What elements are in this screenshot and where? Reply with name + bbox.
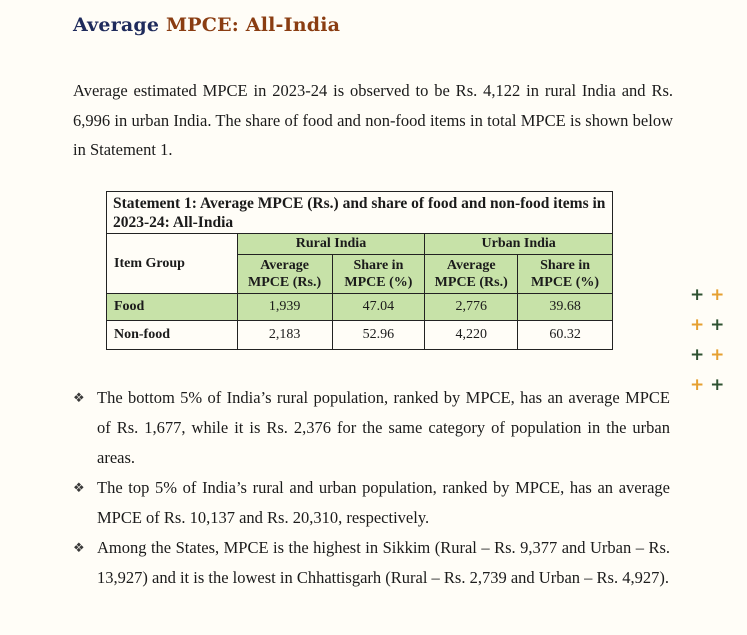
bullet-text: Among the States, MPCE is the highest in Sikkim (Rural – Rs. 9,377 and Urban – Rs. 13,927) and it is the lowest in Chhattisgarh (Rural – Rs. 2,739 and Urban – Rs. 4,927).: [97, 538, 670, 587]
page-title-part-2: MPCE: All-India: [166, 14, 341, 36]
cell-rural-avg: 1,939: [237, 294, 332, 321]
table-row: [107, 321, 613, 350]
statement-table: [106, 191, 613, 350]
cell-urban-avg: 4,220: [425, 321, 518, 350]
cell-urban-share: 60.32: [518, 321, 613, 350]
plus-icon: +: [690, 375, 705, 395]
intro-paragraph: Average estimated MPCE in 2023-24 is observed to be Rs. 4,122 in rural India and Rs. 6,996 in urban India. The share of food and non-food items in total MPCE is shown below in Statement 1.: [73, 81, 673, 159]
list-item: [73, 533, 670, 593]
cell-rural-avg: 2,183: [237, 321, 332, 350]
cell-urban-avg: 2,776: [425, 294, 518, 321]
bullet-list: [73, 383, 670, 593]
plus-icon: +: [690, 315, 705, 335]
cell-rural-share: 52.96: [332, 321, 425, 350]
bullet-text: The bottom 5% of India’s rural population, ranked by MPCE, has an average MPCE of Rs. 1,677, while it is Rs. 2,376 for the same category of population in the urban areas.: [97, 388, 670, 467]
table-caption: Statement 1: Average MPCE (Rs.) and share of food and non-food items in 2023-24: All-India: [107, 192, 613, 234]
diamond-bullet-icon: ❖: [73, 480, 85, 495]
rural-avg-mpce-header: Average MPCE (Rs.): [237, 255, 332, 294]
plus-icon: +: [710, 345, 725, 365]
urban-share-header: Share in MPCE (%): [518, 255, 613, 294]
cell-rural-share: 47.04: [332, 294, 425, 321]
item-group-header: Item Group: [107, 234, 238, 294]
bullet-text: The top 5% of India’s rural and urban population, ranked by MPCE, has an average MPCE of Rs. 10,137 and Rs. 20,310, respectively.: [97, 478, 670, 527]
rural-india-header: Rural India: [237, 234, 425, 255]
list-item: [73, 383, 670, 473]
urban-avg-mpce-header: Average MPCE (Rs.): [425, 255, 518, 294]
diamond-bullet-icon: ❖: [73, 540, 85, 555]
plus-icon: +: [690, 345, 705, 365]
plus-icon: +: [710, 285, 725, 305]
list-item: [73, 473, 670, 533]
cell-urban-share: 39.68: [518, 294, 613, 321]
diamond-bullet-icon: ❖: [73, 390, 85, 405]
plus-icon: +: [710, 375, 725, 395]
row-label-food: Food: [107, 294, 238, 321]
row-label-non-food: Non-food: [107, 321, 238, 350]
plus-icon: +: [690, 285, 705, 305]
table-row: [107, 294, 613, 321]
urban-india-header: Urban India: [425, 234, 613, 255]
plus-decoration: [690, 284, 730, 404]
rural-share-header: Share in MPCE (%): [332, 255, 425, 294]
page-title: [73, 14, 340, 36]
plus-icon: +: [710, 315, 725, 335]
page-title-part-1: Average: [73, 14, 160, 36]
